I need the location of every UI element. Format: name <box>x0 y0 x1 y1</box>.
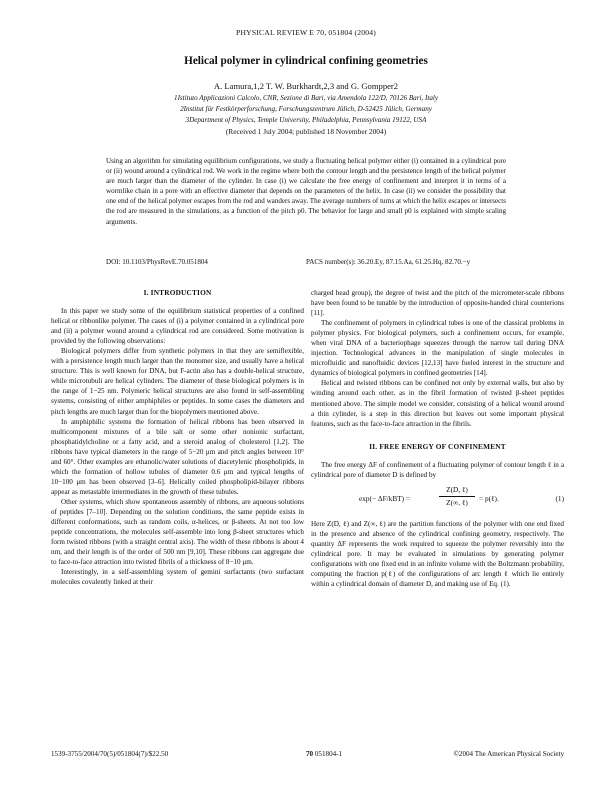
page-footer <box>51 750 564 762</box>
received-date: (Received 1 July 2004; published 18 November 2004) <box>225 127 387 136</box>
paper-title: Helical polymer in cylindrical confining geometries <box>184 55 428 67</box>
paragraph: The free energy ΔF of confinement of a fluctuating polymer of contour length ℓ in a cylindrical pore of diameter D is defined by <box>311 460 564 479</box>
page-number <box>306 750 342 758</box>
doi-link[interactable]: DOI: 10.1103/PhysRevE.70.051804 <box>106 258 208 266</box>
article-page: 051804-1 <box>314 750 343 758</box>
issn-code: 1539-3755/2004/70(5)/051804(7)/$22.50 <box>51 750 169 758</box>
paragraph: Helical and twisted ribbons can be confined not only by external walls, but also by winding around each other, as in the fibril formation of twisted β-sheet peptides mentioned above. The simple model we consider, consisting of a helical wound around a thin cylinder, is a step in this direction but leaves out some important physical features, such as the face-to-face attraction in the fibrils. <box>311 379 564 428</box>
equation-number: (1) <box>555 493 564 503</box>
equation-fraction <box>439 485 475 508</box>
affiliation-3: 3Department of Physics, Temple University, Philadelphia, Pennsylvania 19122, USA <box>185 115 427 124</box>
paragraph: Biological polymers differ from synthetic polymers in that they are semiflexible, with a persistence length much larger than the monomer size, and usually have a helical structure. This is well known for DNA, but F-actin also has a double-helical structure, while microtubuli are helical cylinders. The diameter of these biological polymers is in the range of 1−25 nm. Polymeric helical structures are also found in self-assembling systems, consisting of either amphiphiles or peptides. In some cases the diameters and pitch lengths are much larger than for the biopolymers mentioned above. <box>51 347 304 416</box>
volume-number: 70 <box>306 750 314 758</box>
equation-rhs: = p(ℓ). <box>479 493 499 503</box>
paragraph: In this paper we study some of the equilibrium statistical properties of a confined helical or ribbonlike polymer. The cases of (i) a polymer contained in a cylindrical pore and (ii) a polymer wound around a cylindrical rod are considered. Some motivation is provided by the following observations: <box>51 307 304 346</box>
pacs-numbers: PACS number(s): 36.20.Ey, 87.15.Aa, 61.25.Hq, 82.70.−y <box>306 258 471 266</box>
affiliations <box>60 93 552 125</box>
paragraph: The confinement of polymers in cylindrical tubes is one of the classical problems in polymer physics. For biological polymers, such a confinement occurs, for example, when viral DNA of a bacteriophage squeezes through the narrow tail during DNA injection. Technological advances in the manipulation of single molecules in microfluidic and nanofluidic devices [12,13] have fueled interest in the structure and dynamics of biological polymers in confined geometries [14]. <box>311 319 564 378</box>
paragraph: charged head group), the degree of twist and the pitch of the micrometer-scale ribbons have been found to be tunable by the introduction of opposite-handed chiral counterions [11]. <box>311 289 564 318</box>
right-column <box>311 288 564 589</box>
paragraph: Other systems, which show spontaneous assembly of ribbons, are aqueous solutions of peptides [7–10]. Depending on the solution conditions, the same peptide exists in different conformations, such as random coils, α-helices, or β-sheets. At not too low peptide concentrations, the molecules self-assemble into long β-sheet structures which form twisted ribbons (with a straight central axis). The width of these ribbons is about 4 nm, and their length is of the order of 500 nm [9,10]. These ribbons can aggregate due to face-to-face attraction into twisted fibrils of a thickness of 8−10 μm. <box>51 497 304 567</box>
left-column <box>51 288 304 587</box>
author-list: A. Lamura,1,2 T. W. Burkhardt,2,3 and G. Gompper2 <box>213 81 399 91</box>
journal-header: PHYSICAL REVIEW E 70, 051804 (2004) <box>236 28 376 37</box>
affiliation-2: 2Institut für Festkörperforschung, Forschungszentrum Jülich, D-52425 Jülich, Germany <box>180 104 432 113</box>
equation-denominator: Z(∞, ℓ) <box>446 497 468 507</box>
equation-numerator: Z(D, ℓ) <box>439 485 475 497</box>
abstract: Using an algorithm for simulating equilibrium configurations, we study a fluctuating helical polymer either (i) contained in a cylindrical pore or (ii) wound around a cylindrical rod. We work in the regime where both the contour length and the persistence length of the helical polymer are much larger than the diameter of the cylinder. In case (i) we calculate the free energy of confinement and interpret it in terms of a wormlike chain in a pore with an effective diameter that depends on the parameters of the helix. In case (ii) we consider the possibility that one end of the helical polymer escapes from the rod and wanders away. The average numbers of turns at which the helix escapes or intersects the rod are measured in the simulations, as a function of the pitch p0. The behavior for large and small p0 is explained with simple scaling arguments. <box>106 157 506 226</box>
affiliation-1: 1Istituto Applicazioni Calcolo, CNR, Sezione di Bari, via Amendola 122/D, 70126 Bari, Italy <box>174 94 438 102</box>
equation-1 <box>311 485 564 513</box>
section-heading-free-energy: II. FREE ENERGY OF CONFINEMENT <box>369 441 506 451</box>
section-heading-introduction: I. INTRODUCTION <box>143 288 212 297</box>
copyright: ©2004 The American Physical Society <box>453 750 564 758</box>
paragraph: Interestingly, in a self-assembling system of gemini surfactants (two surfactant molecules covalently linked at their <box>51 568 304 587</box>
paragraph: Here Z(D, ℓ) and Z(∞, ℓ) are the partition functions of the polymer with one end fixed in the presence and absence of the cylindrical confining geometry, respectively. The quantity ΔF represents the work required to squeeze the polymer reversibly into the cylindrical pore. It may be evaluated in simulations by generating polymer configurations with one fixed end in an infinite volume with the Boltzmann probability, computing the fraction p(ℓ) of the configurations of arc length ℓ which lie entirely within a cylindrical domain of diameter D, and making use of Eq. (1). <box>311 519 564 589</box>
paragraph: In amphiphilic systems the formation of helical ribbons has been observed in multicomponent mixtures of a bile salt or some other nonionic surfactant, phosphatidylcholine or a fatty acid, and a steroid analog of cholesterol [1,2]. The ribbons have typical diameters in the range of 5−20 μm and pitch angles between 10° and 60°. Other examples are ethanolic/water solutions of diacetylenic phospholipids, in which the formation of hollow tubules of diameter 0.6 μm and typical lengths of 10−100 μm has been observed [3–6]. Helically coiled phospholipid-bilayer ribbons appear as metastable intermediates in the growth of these tubules. <box>51 417 304 496</box>
equation-lhs: exp(− ΔF/kBT) = <box>359 493 411 503</box>
